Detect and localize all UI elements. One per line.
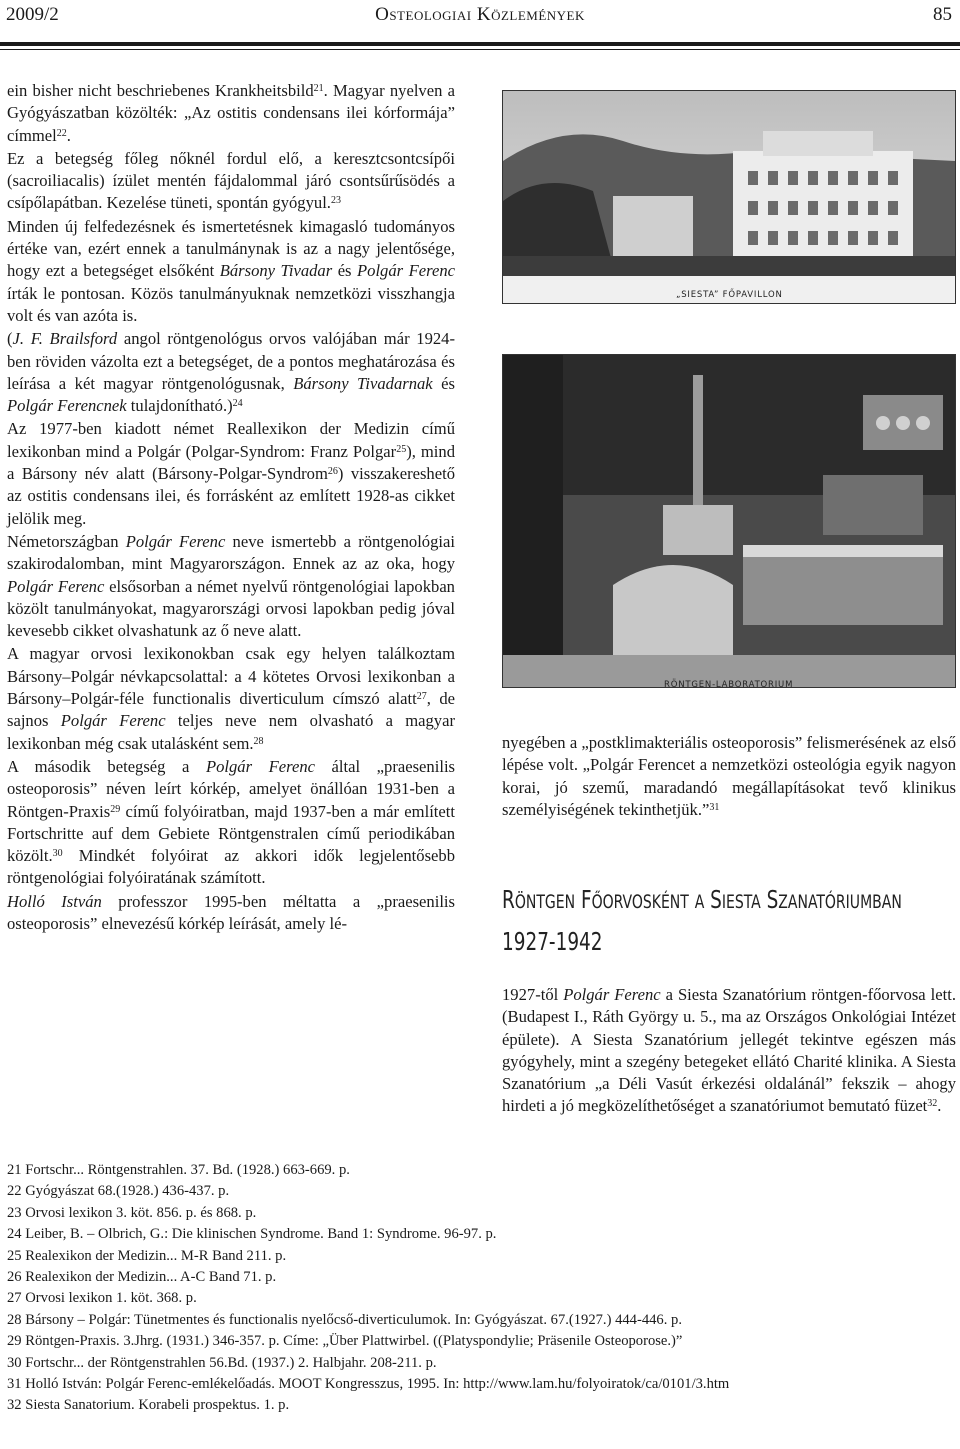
paragraph: ein bisher nicht beschriebenes Krankheitsbild$^{21}$. Magyar nyelven a Gyógyászatban közölték: „Az ostitis condensans ilei kórformája” címmel$^{22}$.: [7, 81, 455, 145]
xray-laboratory-photo: [502, 354, 956, 688]
paragraph: Ez a betegség főleg nőknél fordul elő, a keresztcsontcsípői (sacroiliacalis) ízület mentén fájdalommal járó csontsűrűsödés a csípőlapátban. Kezelése tüneti, spontán gyógyul.$^{23}$: [7, 148, 455, 213]
footnote: 29 Röntgen-Praxis. 3.Jhrg. (1931.) 346-357. p. Címe: „Über Plattwirbel. ((Platyspondylie; Präsenile Osteoporose.)”: [7, 1333, 683, 1350]
section-title-years: 1927-1942: [502, 927, 603, 956]
siesta-main-pavilion-photo: [502, 90, 956, 304]
page-number: 85: [933, 4, 952, 25]
header-rule-thin: [0, 49, 960, 50]
right-text-column: [502, 732, 956, 821]
footnote: 22 Gyógyászat 68.(1928.) 436-437. p.: [7, 1183, 230, 1200]
footnote: 25 Realexikon der Medizin... M-R Band 211. p.: [7, 1247, 287, 1264]
footnote: 23 Orvosi lexikon 3. köt. 856. p. és 868. p.: [7, 1204, 257, 1221]
paragraph: Holló István professzor 1995-ben méltatta a „praesenilis osteoporosis” elnevezésű kórkép leírását, amely lé-: [7, 891, 455, 933]
left-text-column: [7, 80, 455, 935]
footnotes: [7, 1160, 947, 1417]
footnote: 27 Orvosi lexikon 1. köt. 368. p.: [7, 1290, 197, 1307]
footnote: 21 Fortschr... Röntgenstrahlen. 37. Bd. (1928.) 663-669. p.: [7, 1162, 350, 1178]
footnote: 31 Holló István: Polgár Ferenc-emlékelőadás. MOOT Kongresszus, 1995. In: http://www.lam.hu/folyoiratok/ca/0101/3.htm: [7, 1376, 730, 1393]
footnote: 24 Leiber, B. – Olbrich, G.: Die klinischen Syndrome. Band 1: Syndrome. 96-97. p.: [7, 1226, 497, 1243]
photo-caption-laboratory: RÖNTGEN-LABORATORIUM: [664, 680, 794, 690]
footnote: 30 Fortschr... der Röntgenstrahlen 56.Bd. (1937.) 2. Halbjahr. 208-211. p.: [7, 1354, 437, 1371]
header-rule: [0, 42, 960, 46]
photo-caption-pavilion: „SIESTA” FŐPAVILLON: [676, 290, 783, 300]
footnote: 32 Siesta Sanatorium. Korabeli prospektus. 1. p.: [7, 1397, 290, 1414]
paragraph: Németországban Polgár Ferenc neve ismertebb a röntgenológiai szakirodalomban, mint Magyarországon. Ennek az az oka, hogy Polgár Ferenc elsősorban a német nyelvű röntgenológiai lapokban közölt tanulmányokat, magyarországi orvosi lapokban pedig jóval kevesebb cikket olvashatunk az ő neve alatt.: [7, 531, 455, 641]
building-photo-image: [503, 91, 955, 303]
paragraph: A második betegség a Polgár Ferenc által „praesenilis osteoporosis” néven leírt kórkép, amelyet önállóan 1931-ben a Röntgen-Praxis$^{29}$ című folyóiratban, majd 1937-ben a már említett Fortschritte auf dem Gebiete Röntgenstralen című periodikában közölt.$^{30}$ Mindkét folyóirat az akkori idők legjelentősebb röntgenológiai folyóiratának számított.: [7, 756, 456, 888]
paragraph: nyegében a „postklimakteriális osteoporosis” felismerésének az első lépése volt. „Polgár Ferencet a nemzetközi osteológia egyik nagyon korai, jó szemű, maradandó megállapításokat tevő klinikus személyiségének tekinthetjük.”$^{31}$: [502, 733, 956, 819]
laboratory-photo-image: [503, 355, 955, 687]
section-body-paragraph: 1927-től Polgár Ferenc a Siesta Szanatórium röntgen-főorvosa lett. (Budapest I., Ráth György u. 5., ma az Országos Onkológiai Intézet épülete). A Siesta Szanatórium jellegét tekintve egészen más gyógyhely, mint a szegény betegeket ellátó Charité klinika. A Siesta Szanatórium „a Déli Vasút érkezési oldalánál” fekszik – ahogy hirdeti a jó megközelíthetőséget a szanatóriumot bemutató füzet$^{32}$.: [502, 985, 956, 1116]
issue-number: 2009/2: [6, 4, 59, 25]
paragraph: A magyar orvosi lexikonokban csak egy helyen találkoztam Bársony–Polgár névkapcsolattal: a 4 kötetes Orvosi lexikonban a Bársony–Polgár-féle functionalis diverticulum címszó alatt$^{27}$, de sajnos Polgár Ferenc teljes neve nem olvasható a magyar lexikonban még csak utalásként sem.$^{28}$: [7, 644, 455, 753]
journal-title: Osteologiai Közlemények: [375, 4, 585, 25]
paragraph: Az 1977-ben kiadott német Reallexikon der Medizin című lexikonban mind a Polgár (Polgar-Syndrom: Franz Polgar$^{25}$), mind a Bársony név alatt (Bársony-Polgar-Syndrom$^{26}$) visszakereshető az ostitis condensans ilei, és forrásként az említett 1928-as cikket jelölik meg.: [7, 419, 456, 528]
section-body: [502, 984, 956, 1118]
paragraph: (J. F. Brailsford angol röntgenológus orvos valójában már 1924-ben röviden vázolta ezt a betegséget, de a pontos meghatározása és leírása a két magyar röntgenológusnak, Bársony Tivadarnak és Polgár Ferencnek tulajdonítható.)$^{24}$: [7, 329, 455, 416]
section-title-line1: RÖNTGEN FŐORVOSKÉNT A SIESTA SZANATÓRIUMBAN: [502, 885, 902, 914]
footnote: 26 Realexikon der Medizin... A-C Band 71. p.: [7, 1269, 277, 1286]
page-header: [0, 0, 960, 40]
footnote: 28 Bársony – Polgár: Tünetmentes és functionalis nyelőcső-diverticulumok. In: Gyógyászat. 67.(1927.) 444-446. p.: [7, 1311, 682, 1328]
section-title: [502, 880, 902, 962]
paragraph: Minden új felfedezésnek és ismertetésnek kimagasló tudományos értéke van, ezért ennek a tanulmánynak is az a nagy jelentősége, hogy ezt a betegséget elsőként Bársony Tivadar és Polgár Ferenc írták le pontosan. Közös tanulmányuknak nemzetközi visszhangja volt és van azóta is.: [7, 216, 455, 325]
